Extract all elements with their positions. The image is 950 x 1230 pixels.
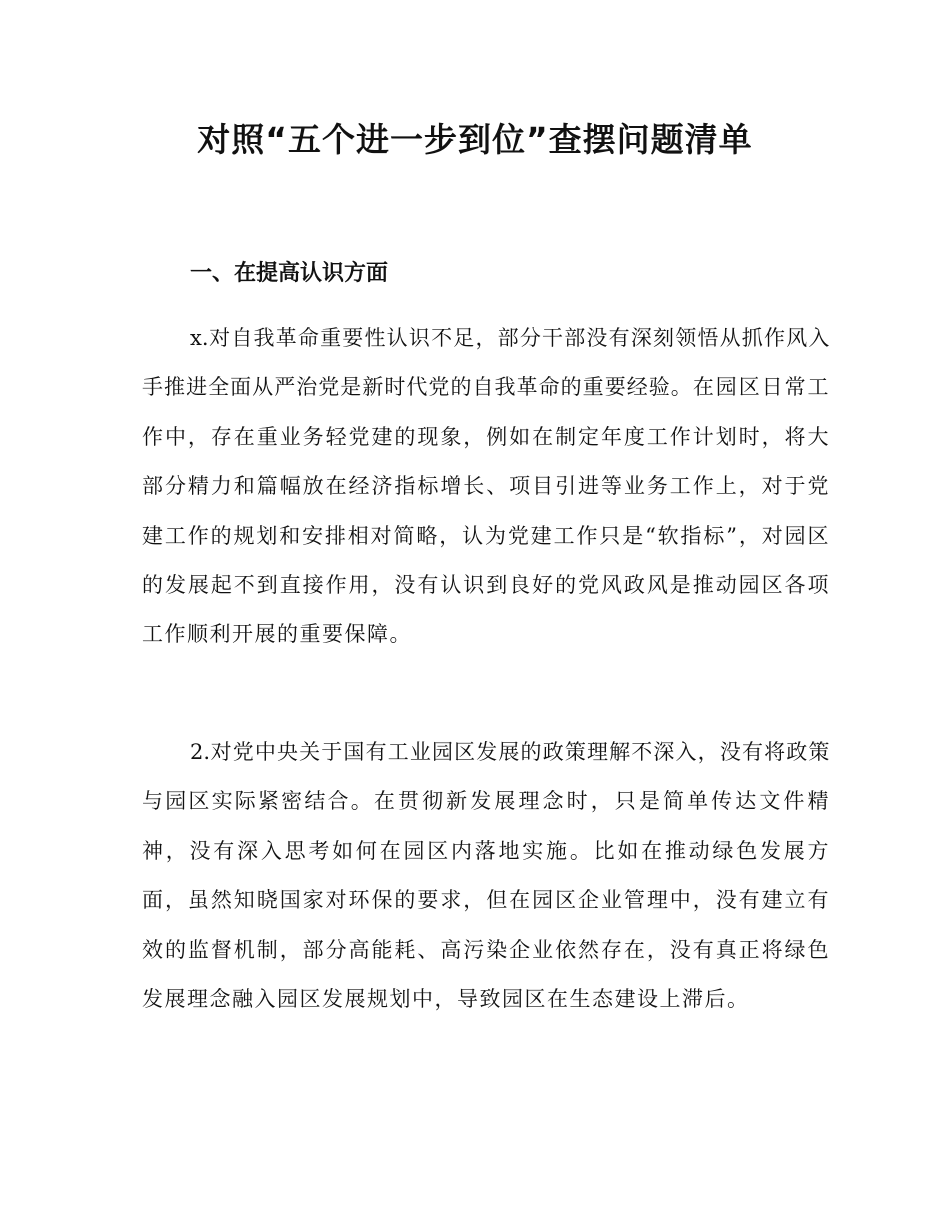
item-body-text: 在园区日常工作中，存在重业务轻党建的现象，例如在制定年度工作计划时，将大部分精力和篇幅放在经济指标增长、项目引进等业务工作上，对于党建工作的规划和安排相对简略，认为党建工作只是“软指标”，对园区的发展起不到直接作用，没有认识到良好的党风政风是推动园区各项工作顺利开展的重要保障。 <box>142 375 831 647</box>
item-lead-statement: 对党中央关于国有工业园区发展的政策理解不深入，没有将政策与园区实际紧密结合。 <box>142 740 830 814</box>
item-lead-statement: 对自我革命重要性认识不足，部分干部没有深刻领悟从抓作风入手推进全面从严治党是新时代党的自我革命的重要经验。 <box>142 326 830 400</box>
item-number: x. <box>190 326 209 350</box>
document-title: 对照“五个进一步到位”查摆问题清单 <box>197 120 753 159</box>
problem-item-1 <box>142 314 830 660</box>
item-number: 2. <box>190 740 211 764</box>
section-heading: 一、在提高认识方面 <box>190 261 389 286</box>
problem-item-2 <box>142 728 830 1024</box>
item-body-text: 在贯彻新发展理念时，只是简单传达文件精神，没有深入思考如何在园区内落地实施。比如在推动绿色发展方面，虽然知晓国家对环保的要求，但在园区企业管理中，没有建立有效的监督机制，部分高能耗、高污染企业依然存在，没有真正将绿色发展理念融入园区发展规划中，导致园区在生态建设上滞后。 <box>142 789 831 1012</box>
